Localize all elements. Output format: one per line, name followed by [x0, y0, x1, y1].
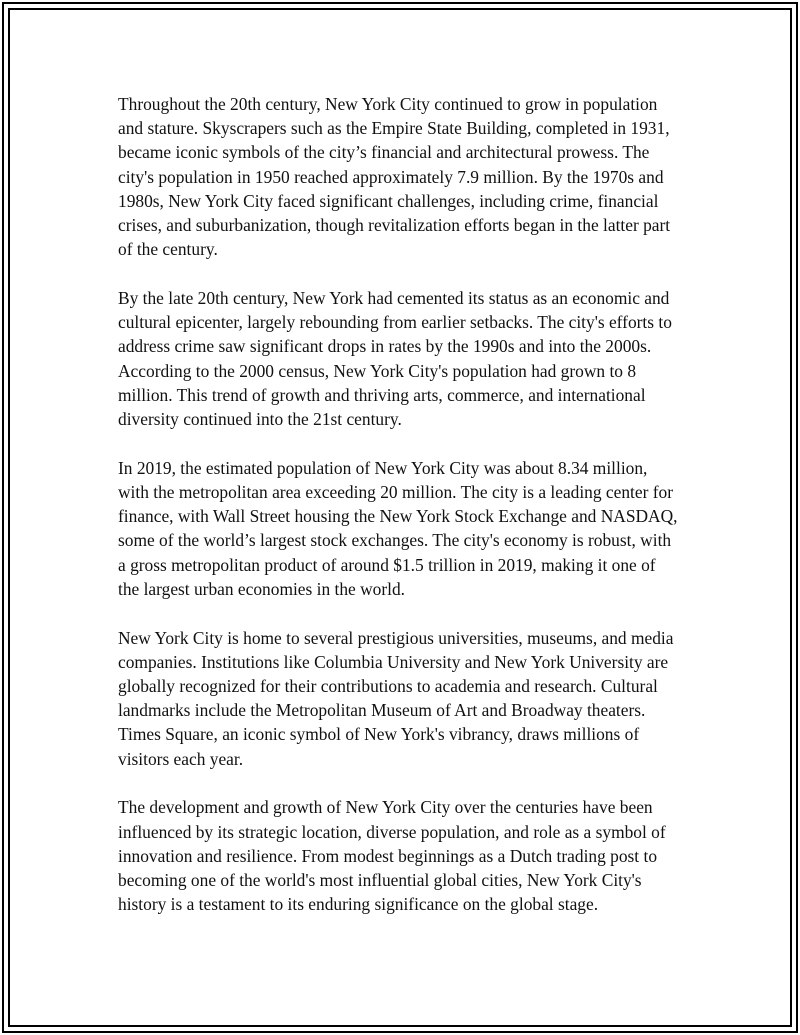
document-body: [118, 92, 678, 941]
paragraph-2019-economy: In 2019, the estimated population of New York City was about 8.34 million, with the metropolitan area exceeding 20 million. The city is a leading center for finance, with Wall Street housing the New York Stock Exchange and NASDAQ, some of the world’s largest stock exchanges. The city's economy is robust, with a gross metropolitan product of around $1.5 trillion in 2019, making it one of the largest urban economies in the world.: [118, 457, 678, 599]
paragraph-institutions: New York City is home to several prestigious universities, museums, and media companies. Institutions like Columbia University and New York University are globally recognized for their contributions to academia and research. Cultural landmarks include the Metropolitan Museum of Art and Broadway theaters. Times Square, an iconic symbol of New York's vibrancy, draws millions of visitors each year.: [118, 627, 674, 769]
paragraph-late-20th-century: By the late 20th century, New York had cemented its status as an economic and cultural epicenter, largely rebounding from earlier setbacks. The city's efforts to address crime saw significant drops in rates by the 1990s and into the 2000s. According to the 2000 census, New York City's population had grown to 8 million. This trend of growth and thriving arts, commerce, and international diversity continued into the 21st century.: [118, 288, 672, 430]
paragraph-20th-century: Throughout the 20th century, New York City continued to grow in population and stature. Skyscrapers such as the Empire State Building, completed in 1931, became iconic symbols of the city’s financial and architectural prowess. The city's population in 1950 reached approximately 7.9 million. By the 1970s and 1980s, New York City faced significant challenges, including crime, financial crises, and suburbanization, though revitalization efforts began in the latter part of the century.: [118, 94, 671, 260]
paragraph-conclusion: The development and growth of New York City over the centuries have been influenced by its strategic location, diverse population, and role as a symbol of innovation and resilience. From modest beginnings as a Dutch trading post to becoming one of the world's most influential global cities, New York City's history is a testament to its enduring significance on the global stage.: [118, 797, 666, 915]
